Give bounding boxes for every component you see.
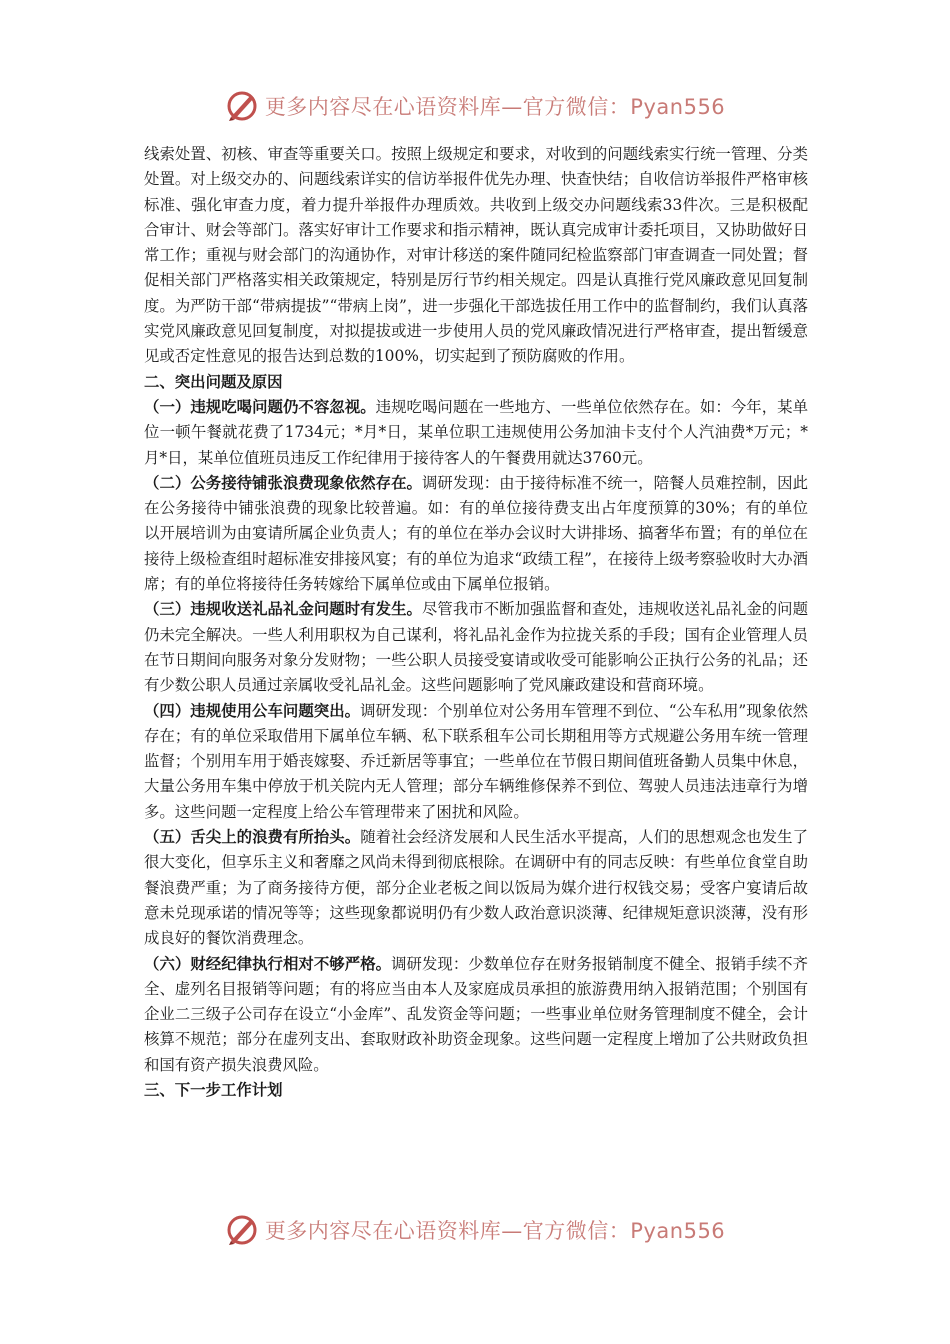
- header-banner: [0, 86, 950, 126]
- pen-logo-icon: [225, 89, 259, 123]
- issue-title: （五）舌尖上的浪费有所抬头。: [144, 828, 361, 847]
- banner-text: 更多内容尽在心语资料库—官方微信：Pyan556: [264, 1219, 726, 1243]
- pen-logo-icon: [225, 1213, 259, 1247]
- issue-body: 调研发现：个别单位对公务用车管理不到位、“公车私用”现象依然存在；有的单位采取借用下属单位车辆、私下联系租车公司长期租用等方式规避公务用车统一管理监督；个别用车用于婚丧嫁娶、乔迁新居等事宜；一些单位在节假日期间值班备勤人员集中休息，大量公务用车集中停放于机关院内无人管理；部分车辆维修保养不到位、驾驶人员违法违章行为增多。这些问题一定程度上给公车管理带来了困扰和风险。: [144, 701, 808, 821]
- issue-body: 调研发现：少数单位存在财务报销制度不健全、报销手续不齐全、虚列名目报销等问题；有的将应当由本人及家庭成员承担的旅游费用纳入报销范围；个别国有企业二三级子公司存在设立“小金库”、乱发资金等问题；一些事业单位财务管理制度不健全，会计核算不规范；部分在虚列支出、套取财政补助资金现象。这些问题一定程度上增加了公共财政负担和国有资产损失浪费风险。: [144, 954, 808, 1074]
- issue-paragraph: [144, 699, 808, 825]
- issue-title: （六）财经纪律执行相对不够严格。: [144, 954, 392, 973]
- issue-title: （二）公务接待铺张浪费现象依然存在。: [144, 473, 422, 492]
- issue-title: （三）违规收送礼品礼金问题时有发生。: [144, 600, 422, 619]
- issue-paragraph: [144, 471, 808, 597]
- document-body: [144, 142, 808, 1103]
- banner-text: 更多内容尽在心语资料库—官方微信：Pyan556: [264, 95, 726, 119]
- section-heading-2: 二、突出问题及原因: [144, 372, 283, 391]
- issue-paragraph: [144, 952, 808, 1078]
- issue-paragraph: [144, 597, 808, 698]
- issue-paragraph: [144, 395, 808, 471]
- intro-paragraph: 线索处置、初核、审查等重要关口。按照上级规定和要求，对收到的问题线索实行统一管理、分类处置。对上级交办的、问题线索详实的信访举报件优先办理、快查快结；自收信访举报件严格审核标准、强化审查力度，着力提升举报件办理质效。共收到上级交办问题线索33件次。三是积极配合审计、财会等部门。落实好审计工作要求和指示精神，既认真完成审计委托项目，又协助做好日常工作；重视与财会部门的沟通协作，对审计移送的案件随同纪检监察部门审查调查一同处置；督促相关部门严格落实相关政策规定，特别是厉行节约相关规定。四是认真推行党风廉政意见回复制度。为严防干部“带病提拔”“带病上岗”，进一步强化干部选拔任用工作中的监督制约，我们认真落实党风廉政意见回复制度，对拟提拔或进一步使用人员的党风廉政情况进行严格审查，提出暂缓意见或否定性意见的报告达到总数的100%，切实起到了预防腐败的作用。: [144, 145, 808, 366]
- issue-body: 调研发现：由于接待标准不统一，陪餐人员难控制，因此在公务接待中铺张浪费的现象比较普遍。如：有的单位接待费支出占年度预算的30%；有的单位以开展培训为由宴请所属企业负责人；有的单位在举办会议时大讲排场、搞奢华布置；有的单位在接待上级检查组时超标准安排接风宴；有的单位为追求“政绩工程”，在接待上级考察验收时大办酒席；有的单位将接待任务转嫁给下属单位或由下属单位报销。: [144, 473, 808, 594]
- footer-banner: [0, 1210, 950, 1250]
- issue-body: 违规吃喝问题在一些地方、一些单位依然存在。如：今年，某单位一顿午餐就花费了1734元；*月*日，某单位职工违规使用公务加油卡支付个人汽油费*万元；*月*日，某单位值班员违反工作纪律用于接待客人的午餐费用就达3760元。: [144, 397, 808, 467]
- section-heading-3: 三、下一步工作计划: [144, 1080, 283, 1099]
- issue-body: 尽管我市不断加强监督和查处，违规收送礼品礼金的问题仍未完全解决。一些人利用职权为自己谋利，将礼品礼金作为拉拢关系的手段；国有企业管理人员在节日期间向服务对象分发财物；一些公职人员接受宴请或收受可能影响公正执行公务的礼品；还有少数公职人员通过亲属收受礼品礼金。这些问题影响了党风廉政建设和营商环境。: [144, 600, 808, 695]
- issue-title: （四）违规使用公车问题突出。: [144, 701, 361, 720]
- issue-body: 随着社会经济发展和人民生活水平提高，人们的思想观念也发生了很大变化，但享乐主义和奢靡之风尚未得到彻底根除。在调研中有的同志反映：有些单位食堂自助餐浪费严重；为了商务接待方便，部分企业老板之间以饭局为媒介进行权钱交易；受客户宴请后故意未兑现承诺的情况等等；这些现象都说明仍有少数人政治意识淡薄、纪律规矩意识淡薄，没有形成良好的餐饮消费理念。: [144, 828, 808, 948]
- issue-title: （一）违规吃喝问题仍不容忽视。: [144, 397, 376, 416]
- issue-paragraph: [144, 825, 808, 951]
